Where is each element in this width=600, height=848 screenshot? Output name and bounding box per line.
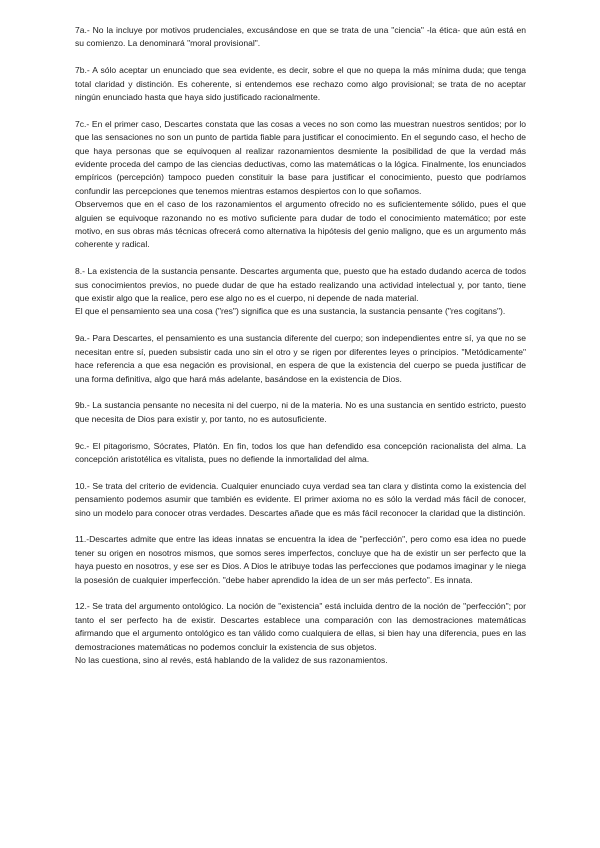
answer-7c	[75, 118, 526, 252]
answer-8-note: El que el pensamiento sea una cosa ("res") significa que es una sustancia, la sustancia pensante ("res cogitans").	[75, 306, 506, 317]
answer-7a	[75, 24, 526, 51]
answer-9c	[75, 440, 526, 467]
answer-9c-text: 9c.- El pitagorismo, Sócrates, Platón. En fin, todos los que han defendido esa concepción racionalista del alma. La concepción aristotélica es vitalista, pues no defiende la inmortalidad del alma.	[75, 440, 526, 464]
answer-11-text: 11.-Descartes admite que entre las ideas innatas se encuentra la idea de "perfección", pero como esa idea no puede tener su origen en nosotros mismos, que somos seres imperfectos, concluye que ha de existir un ser perfecto que la haya puesto en nosotros, y ese ser es Dios. A Dios le atribuye todas las perfecciones que podamos imaginar y le niega la posesión de cualquier imperfección. "debe haber aprendido la idea de un ser más perfecto". Es innata.	[75, 534, 526, 585]
answer-12	[75, 600, 526, 667]
answer-12-text: 12.- Se trata del argumento ontológico. La noción de "existencia" está incluida dentro de la noción de "perfección"; por tanto el ser perfecto ha de existir. Descartes establece una comparación con las demostraciones matemáticas afirmando que el argumento ontológico es tan válido como cualquiera de ellas, si bien hay una diferencia, pues en las demostraciones matemáticas no podemos concluir la existencia de sus objetos.	[75, 601, 526, 652]
answer-11	[75, 533, 526, 587]
answer-10-text: 10.- Se trata del criterio de evidencia. Cualquier enunciado cuya verdad sea tan clara y distinta como la existencia del pensamiento podemos asumir que también es evidente. El primer axioma no es sólo la verdad más fácil de conocer, sino un modelo para conocer otras verdades. Descartes añade que es más fácil reconocer la claridad que la distinción.	[75, 480, 526, 518]
answer-7a-text: 7a.- No la incluye por motivos prudenciales, excusándose en que se trata de una "ciencia" -la ética- que aún está en su comienzo. La denominará "moral provisional".	[75, 25, 526, 49]
answer-8	[75, 265, 526, 319]
answer-8-text: 8.- La existencia de la sustancia pensante. Descartes argumenta que, puesto que ha estado dudando acerca de todos sus conocimientos previos, no puede dudar de que ha estado realizando una actividad intelectual y, por tanto, tiene que existir algo que la realice, pero ese algo no es el cuerpo, ni depende de nada material.	[75, 266, 526, 304]
answer-9b-text: 9b.- La sustancia pensante no necesita ni del cuerpo, ni de la materia. No es una sustancia en sentido estricto, puesto que necesita de Dios para existir y, por tanto, no es autosuficiente.	[75, 400, 526, 424]
answer-9a	[75, 332, 526, 386]
answer-10	[75, 480, 526, 520]
answer-9a-text: 9a.- Para Descartes, el pensamiento es una sustancia diferente del cuerpo; son independientes entre sí, ya que no se necesitan entre sí, pueden subsistir cada uno sin el otro y se rigen por diferentes leyes o principios. "Metódicamente" hace referencia a que esa negación es provisional, en espera de que la existencia del cuerpo se pueda justificar de una forma definitiva, algo que hará más adelante, basándose en la existencia de Dios.	[75, 333, 526, 384]
answer-7c-text: 7c.- En el primer caso, Descartes constata que las cosas a veces no son como las muestran nuestros sentidos; por lo que las sensaciones no son un punto de partida fiable para justificar el conocimiento. En el segundo caso, el hecho de que haya personas que se equivoquen al realizar razonamientos desmiente la posibilidad de que la verdad más evidente proceda del campo de las ciencias deductivas, como las matemáticas o la lógica. Finalmente, los enunciados empíricos (percepción) tampoco pueden constituir la base para justificar el conocimiento, puesto que podríamos confundir las percepciones que tenemos mientras estamos despiertos con lo que soñamos.	[75, 118, 526, 196]
answer-9b	[75, 399, 526, 426]
answer-12-note: No las cuestiona, sino al revés, está hablando de la validez de sus razonamientos.	[75, 654, 388, 665]
answer-7c-note: Observemos que en el caso de los razonamientos el argumento ofrecido no es suficientemente sólido, pues el que alguien se equivoque razonando no es motivo suficiente para dudar de todo el conocimiento matemático; por este motivo, en sus obras más técnicas ofrecerá como alternativa la hipótesis del genio maligno, que es un argumento más coherente y radical.	[75, 199, 526, 250]
answer-7b	[75, 64, 526, 104]
answer-7b-text: 7b.- A sólo aceptar un enunciado que sea evidente, es decir, sobre el que no quepa la más mínima duda; que tenga total claridad y distinción. Es coherente, si entendemos ese rechazo como algo provisional; se trata de no aceptar ningún enunciado hasta que haya sido justificado racionalmente.	[75, 65, 526, 103]
